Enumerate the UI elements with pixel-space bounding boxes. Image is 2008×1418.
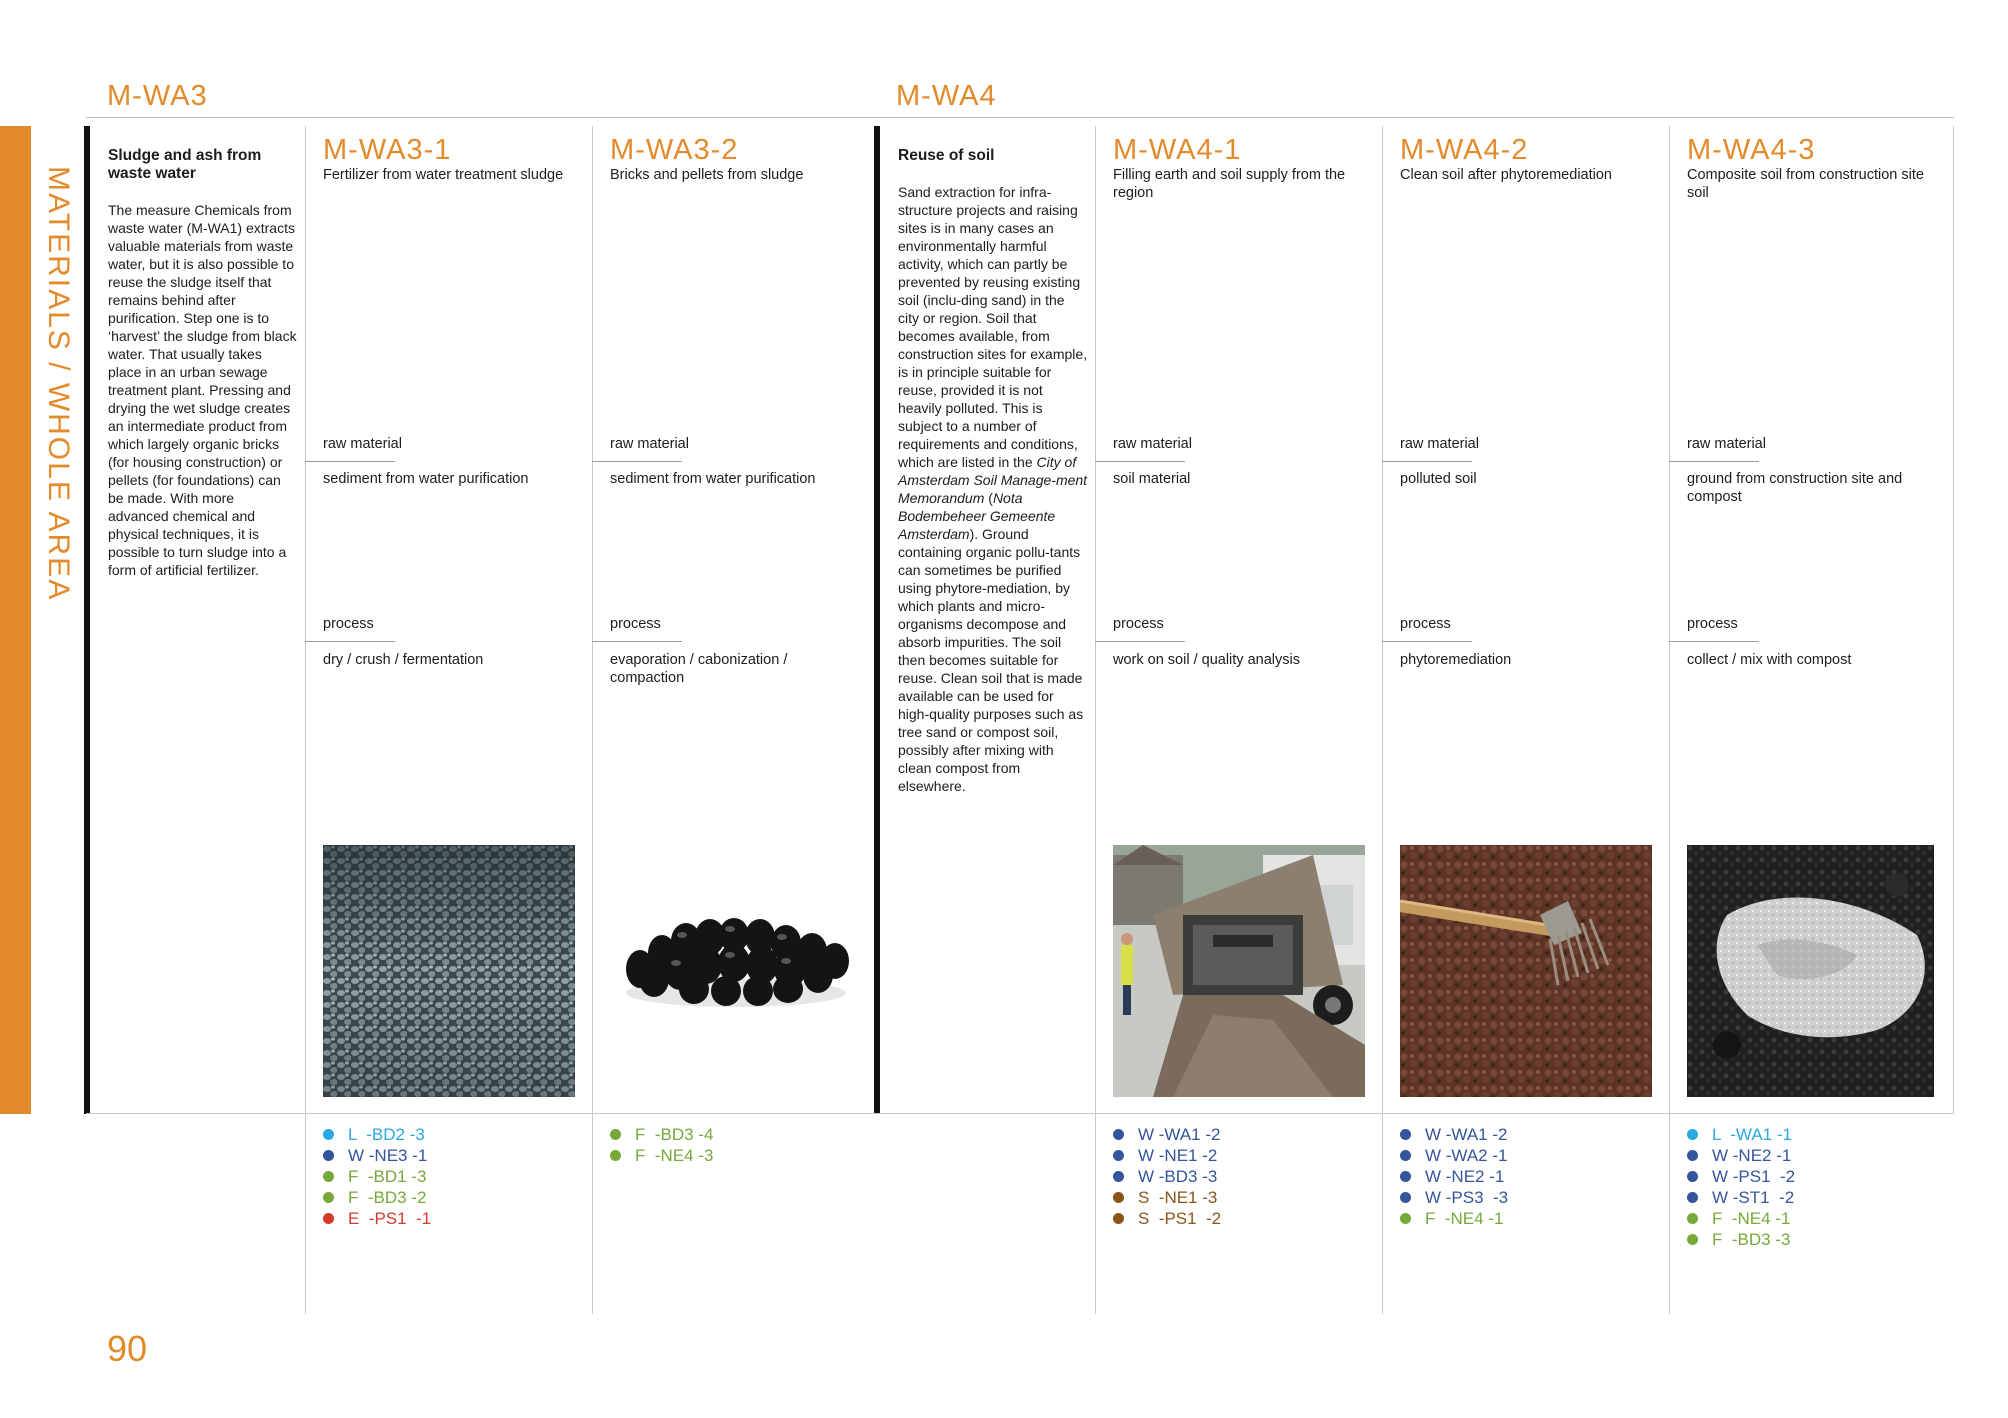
bullet-dot-icon	[1400, 1129, 1411, 1140]
column-divider	[1095, 126, 1096, 1314]
raw-material-value: ground from construction site and compost	[1687, 471, 1903, 505]
list-item: F -BD3 -4	[610, 1124, 713, 1145]
list-item: E -PS1 -1	[323, 1208, 431, 1229]
raw-material-value: soil material	[1113, 471, 1191, 487]
process-label: process	[1687, 616, 1738, 632]
list-item: F -NE4 -1	[1687, 1208, 1795, 1229]
bullet-dot-icon	[323, 1150, 334, 1161]
list-item: W -BD3 -3	[1113, 1166, 1221, 1187]
bullet-dot-icon	[1687, 1192, 1698, 1203]
raw-material-value: sediment from water purification	[323, 471, 529, 487]
label-rule	[1382, 461, 1472, 462]
measure-code: M-WA3-2	[610, 134, 739, 166]
group-code-wa3: M-WA3	[107, 80, 208, 112]
list-item: W -WA1 -2	[1113, 1124, 1221, 1145]
list-item: W -ST1 -2	[1687, 1187, 1795, 1208]
label-rule	[305, 461, 395, 462]
intro-body-wa3: The measure Chemicals from waste water (M-WA1) extracts valuable materials from waste water, but it is also possible to reuse the sludge itself that remains behind after purification. Step one is to ‘harvest’ the sludge from black water. That usually takes place in an urban sewage treatment plant. Pressing and drying the wet sludge creates an intermediate product from which largely organic bricks (for housing construction) or pellets (for foundations) can be made. With more advanced chemical and physical techniques, it is possible to turn sludge into a form of artificial fertilizer.	[108, 202, 297, 578]
list-item: F -BD3 -3	[1687, 1229, 1795, 1250]
intro-body-wa4: Sand extraction for infra-structure projects and raising sites is in many cases an environmentally harmful activity, which can partly be prevented by reusing existing soil (inclu-ding sand) in the city or region. Soil that becomes available, from construction sites for example, is in principle suitable for reuse, provided it is not heavily polluted. This is subject to a number of requirements and conditions, which are listed in the City of Amsterdam Soil Manage-ment Memorandum (Nota Bodembeheer Gemeente Amsterdam). Ground containing organic pollu-tants can sometimes be purified using phytore-mediation, by which plants and micro-organisms decompose and absorb impurities. The soil then becomes suitable for reuse. Clean soil that is made available can be used for high-quality purposes such as tree sand or compost soil, possibly after mixing with clean compost from elsewhere.	[898, 184, 1088, 794]
column-divider	[1669, 126, 1670, 1314]
measure-subtitle: Composite soil from construction site soil	[1687, 167, 1924, 201]
related-measures-list	[1687, 1124, 1795, 1250]
bullet-dot-icon	[323, 1192, 334, 1203]
bullet-dot-icon	[1113, 1129, 1124, 1140]
process-value: dry / crush / fermentation	[323, 652, 484, 668]
bullet-dot-icon	[1113, 1150, 1124, 1161]
label-rule	[592, 461, 682, 462]
list-item: L -WA1 -1	[1687, 1124, 1795, 1145]
raw-material-label: raw material	[610, 436, 689, 452]
measure-subtitle: Filling earth and soil supply from the region	[1113, 167, 1346, 201]
group-divider-wa3	[84, 126, 90, 1114]
bullet-dot-icon	[1687, 1234, 1698, 1245]
column-divider	[592, 126, 593, 1314]
process-value: collect / mix with compost	[1687, 652, 1852, 668]
measure-code: M-WA3-1	[323, 134, 452, 166]
list-item: S -NE1 -3	[1113, 1187, 1221, 1208]
raw-material-value: polluted soil	[1400, 471, 1477, 487]
label-rule	[1669, 461, 1759, 462]
list-item: W -WA2 -1	[1400, 1145, 1508, 1166]
related-measures-list	[1400, 1124, 1508, 1229]
dump-truck-soil-image	[1113, 845, 1365, 1097]
bullet-dot-icon	[610, 1129, 621, 1140]
process-value: phytoremediation	[1400, 652, 1512, 668]
list-item: W -NE2 -1	[1400, 1166, 1508, 1187]
bullet-dot-icon	[1687, 1150, 1698, 1161]
bullet-dot-icon	[323, 1171, 334, 1182]
process-label: process	[1113, 616, 1164, 632]
list-item: F -BD3 -2	[323, 1187, 431, 1208]
bullet-dot-icon	[1687, 1213, 1698, 1224]
bullet-dot-icon	[1400, 1192, 1411, 1203]
raw-material-value: sediment from water purification	[610, 471, 816, 487]
raw-material-label: raw material	[1687, 436, 1766, 452]
bullet-dot-icon	[1113, 1171, 1124, 1182]
bullet-dot-icon	[610, 1150, 621, 1161]
top-rule	[86, 117, 1954, 118]
list-item: W -PS3 -3	[1400, 1187, 1508, 1208]
bullet-dot-icon	[1687, 1129, 1698, 1140]
group-divider-wa4	[874, 126, 880, 1114]
bullet-dot-icon	[323, 1213, 334, 1224]
list-item: F -NE4 -3	[610, 1145, 713, 1166]
sludge-pellets-image	[610, 845, 862, 1097]
soil-and-compost-image	[1687, 845, 1934, 1097]
raw-material-label: raw material	[1400, 436, 1479, 452]
process-value: work on soil / quality analysis	[1113, 652, 1300, 668]
list-item: W -NE2 -1	[1687, 1145, 1795, 1166]
list-item: W -WA1 -2	[1400, 1124, 1508, 1145]
sidebar-accent-bar	[0, 126, 31, 1114]
measure-subtitle: Clean soil after phytoremediation	[1400, 167, 1612, 183]
related-measures-list	[1113, 1124, 1221, 1229]
label-rule	[1095, 461, 1185, 462]
process-value: evaporation / cabonization / compaction	[610, 652, 788, 686]
bullet-dot-icon	[1400, 1171, 1411, 1182]
column-divider	[1382, 126, 1383, 1314]
group-code-wa4: M-WA4	[896, 80, 997, 112]
process-label: process	[323, 616, 374, 632]
list-item: L -BD2 -3	[323, 1124, 431, 1145]
label-rule	[1095, 641, 1185, 642]
bullet-dot-icon	[1687, 1171, 1698, 1182]
label-rule	[592, 641, 682, 642]
column-divider	[1953, 126, 1954, 1114]
related-measures-list	[323, 1124, 431, 1229]
measure-code: M-WA4-1	[1113, 134, 1242, 166]
intro-title-wa3: Sludge and ash from waste water	[108, 147, 262, 182]
intro-title-wa4: Reuse of soil	[898, 147, 995, 164]
raw-material-label: raw material	[1113, 436, 1192, 452]
process-label: process	[1400, 616, 1451, 632]
bullet-dot-icon	[1400, 1213, 1411, 1224]
measure-code: M-WA4-3	[1687, 134, 1816, 166]
bullet-dot-icon	[323, 1129, 334, 1140]
raw-material-label: raw material	[323, 436, 402, 452]
page-number: 90	[107, 1328, 148, 1369]
process-label: process	[610, 616, 661, 632]
sidebar-section-label: MATERIALS / WHOLE AREA	[42, 166, 75, 602]
column-divider	[305, 126, 306, 1314]
bullet-dot-icon	[1113, 1192, 1124, 1203]
label-rule	[1382, 641, 1472, 642]
label-rule	[305, 641, 395, 642]
list-item: W -NE3 -1	[323, 1145, 431, 1166]
bullet-dot-icon	[1113, 1213, 1124, 1224]
measure-subtitle: Fertilizer from water treatment sludge	[323, 167, 564, 183]
label-rule	[1669, 641, 1759, 642]
related-measures-list	[610, 1124, 713, 1166]
list-item: S -PS1 -2	[1113, 1208, 1221, 1229]
bullet-dot-icon	[1400, 1150, 1411, 1161]
measure-subtitle: Bricks and pellets from sludge	[610, 167, 804, 183]
measure-code: M-WA4-2	[1400, 134, 1529, 166]
list-item: F -BD1 -3	[323, 1166, 431, 1187]
rake-in-soil-image	[1400, 845, 1652, 1097]
list-item: F -NE4 -1	[1400, 1208, 1508, 1229]
list-item: W -PS1 -2	[1687, 1166, 1795, 1187]
bottom-rule	[86, 1113, 1954, 1114]
fertilizer-pellets-image	[323, 845, 575, 1097]
list-item: W -NE1 -2	[1113, 1145, 1221, 1166]
